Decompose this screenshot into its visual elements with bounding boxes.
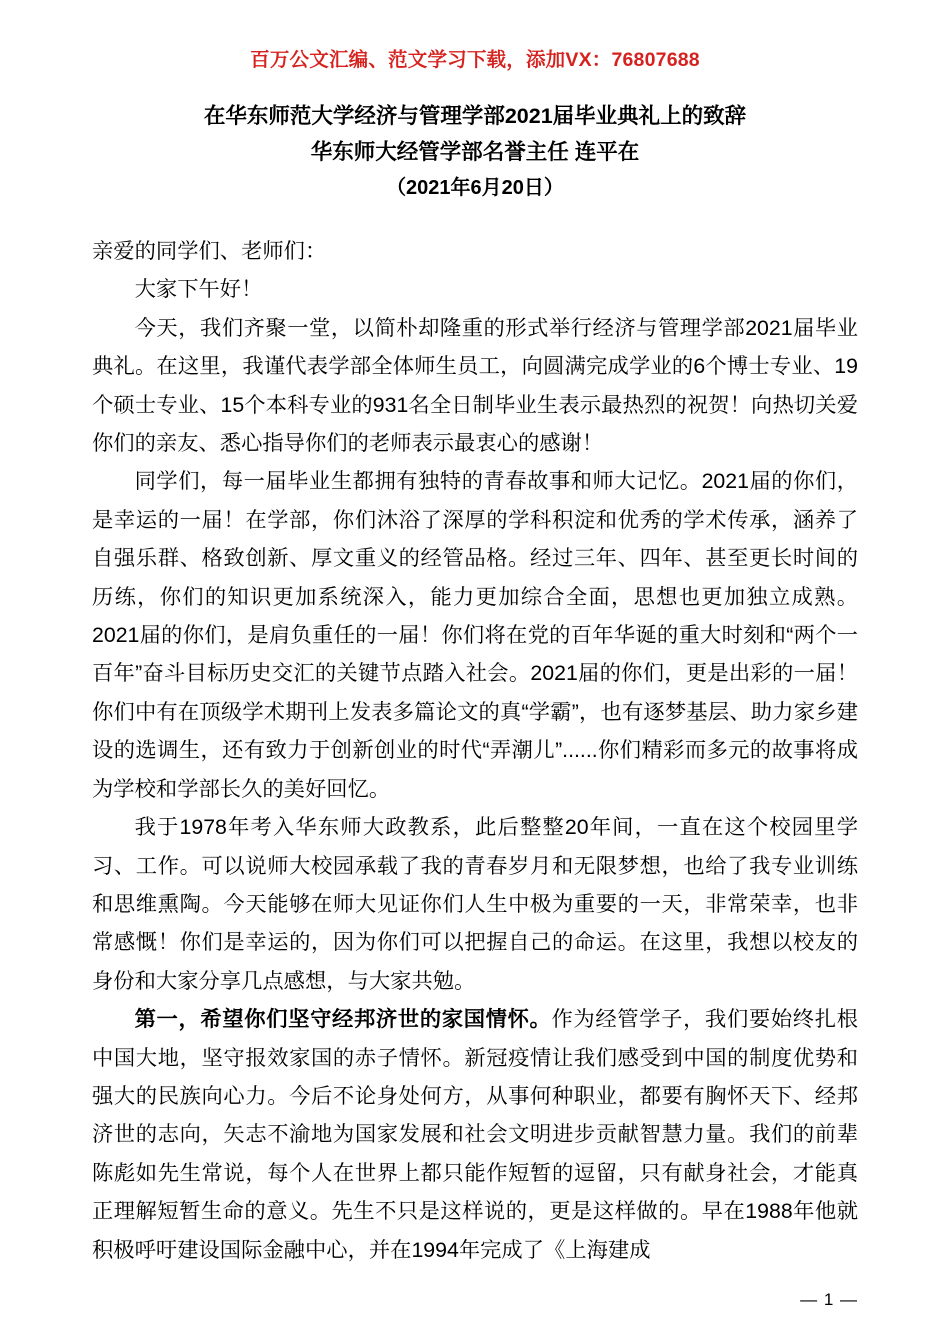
- salutation: 亲爱的同学们、老师们：: [92, 239, 327, 263]
- paragraph-2: 今天，我们齐聚一堂，以简朴却隆重的形式举行经济与管理学部2021届毕业典礼。在这里，我谨代表学部全体师生员工，向圆满完成学业的6个博士专业、19个硕士专业、15个本科专业的931名全日制毕业生表示最热烈的祝贺！向热切关爱你们的亲友、悉心指导你们的老师表示最衷心的感谢！: [92, 315, 858, 456]
- paragraph-4: 我于1978年考入华东师大政教系，此后整整20年间，一直在这个校园里学习、工作。可以说师大校园承载了我的青春岁月和无限梦想，也给了我专业训练和思维熏陶。今天能够在师大见证你们人生中极为重要的一天，非常荣幸，也非常感慨！你们是幸运的，因为你们可以把握自己的命运。在这里，我想以校友的身份和大家分享几点感想，与大家共勉。: [92, 815, 858, 993]
- paragraph-3: 同学们，每一届毕业生都拥有独特的青春故事和师大记忆。2021届的你们，是幸运的一届！在学部，你们沐浴了深厚的学科积淀和优秀的学术传承，涵养了自强乐群、格致创新、厚文重义的经管品格。经过三年、四年、甚至更长时间的历练，你们的知识更加系统深入，能力更加综合全面，思想也更加独立成熟。2021届的你们，是肩负重任的一届！你们将在党的百年华诞的重大时刻和“两个一百年”奋斗目标历史交汇的关键节点踏入社会。2021届的你们，更是出彩的一届！你们中有在顶级学术期刊上发表多篇论文的真“学霸”，也有逐梦基层、助力家乡建设的选调生，还有致力于创新创业的时代“弄潮儿”......你们精彩而多元的故事将成为学校和学部长久的美好回忆。: [92, 469, 858, 801]
- document-body: [92, 232, 858, 1269]
- section-one-text: 作为经管学子，我们要始终扎根中国大地，坚守报效家国的赤子情怀。新冠疫情让我们感受到中国的制度优势和强大的民族向心力。今后不论身处何方，从事何种职业，都要有胸怀天下、经邦济世的志向，矢志不渝地为国家发展和社会文明进步贡献智慧力量。我们的前辈陈彪如先生常说，每个人在世界上都只能作短暂的逗留，只有献身社会，才能真正理解短暂生命的意义。先生不只是这样说的，更是这样做的。早在1988年他就积极呼吁建设国际金融中心，并在1994年完成了《上海建成: [92, 1007, 858, 1262]
- page-title: 在华东师范大学经济与管理学部2021届毕业典礼上的致辞: [203, 104, 747, 128]
- section-one-paragraph: [92, 1000, 858, 1269]
- page-number: — 1 —: [800, 1290, 858, 1309]
- paragraph-1: 大家下午好！: [134, 277, 263, 302]
- section-one-lead: 第一，希望你们坚守经邦济世的家国情怀。: [134, 1007, 552, 1032]
- promo-watermark: 百万公文汇编、范文学习下载，添加VX：76807688: [250, 49, 700, 71]
- document-subtitle: 华东师大经管学部名誉主任 连平在: [310, 140, 640, 164]
- document-date: （2021年6月20日）: [386, 177, 564, 199]
